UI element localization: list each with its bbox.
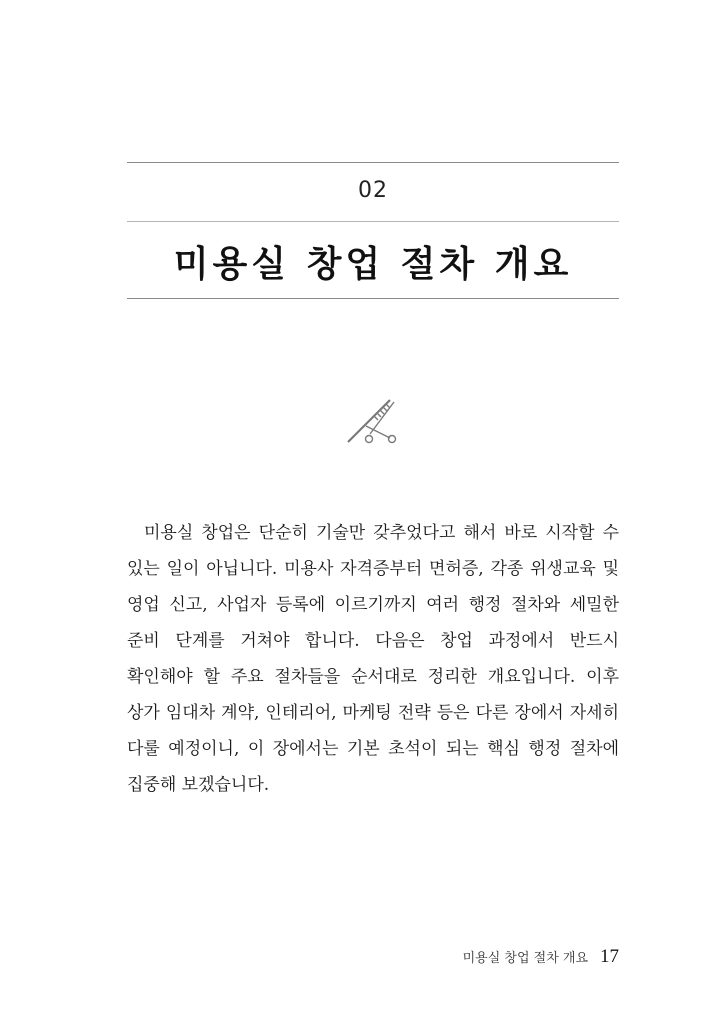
comb-and-scissors-icon	[340, 396, 400, 446]
page-footer	[463, 946, 619, 968]
running-title: 미용실 창업 절차 개요	[462, 951, 588, 966]
chapter-title: 미용실 창업 절차 개요	[173, 244, 573, 285]
page-number: 17	[600, 946, 619, 967]
bottom-rule	[127, 298, 619, 299]
chapter-number: 02	[358, 178, 388, 203]
top-rule	[127, 162, 619, 163]
body-paragraph: 미용실 창업은 단순히 기술만 갖추었다고 해서 바로 시작할 수 있는 일이 아닙니다. 미용사 자격증부터 면허증, 각종 위생교육 및 영업 신고, 사업자 등록에 이르기까지 여러 행정 절차와 세밀한 준비 단계를 거쳐야 합니다. 다음은 창업 과정에서 반드시 확인해야 할 주요 절차들을 순서대로 정리한 개요입니다. 이후 상가 임대차 계약, 인테리어, 마케팅 전략 등은 다른 장에서 자세히 다룰 예정이니, 이 장에서는 기본 초석이 되는 핵심 행정 절차에 집중해 보겠습니다.	[127, 523, 619, 795]
middle-rule	[127, 221, 619, 222]
